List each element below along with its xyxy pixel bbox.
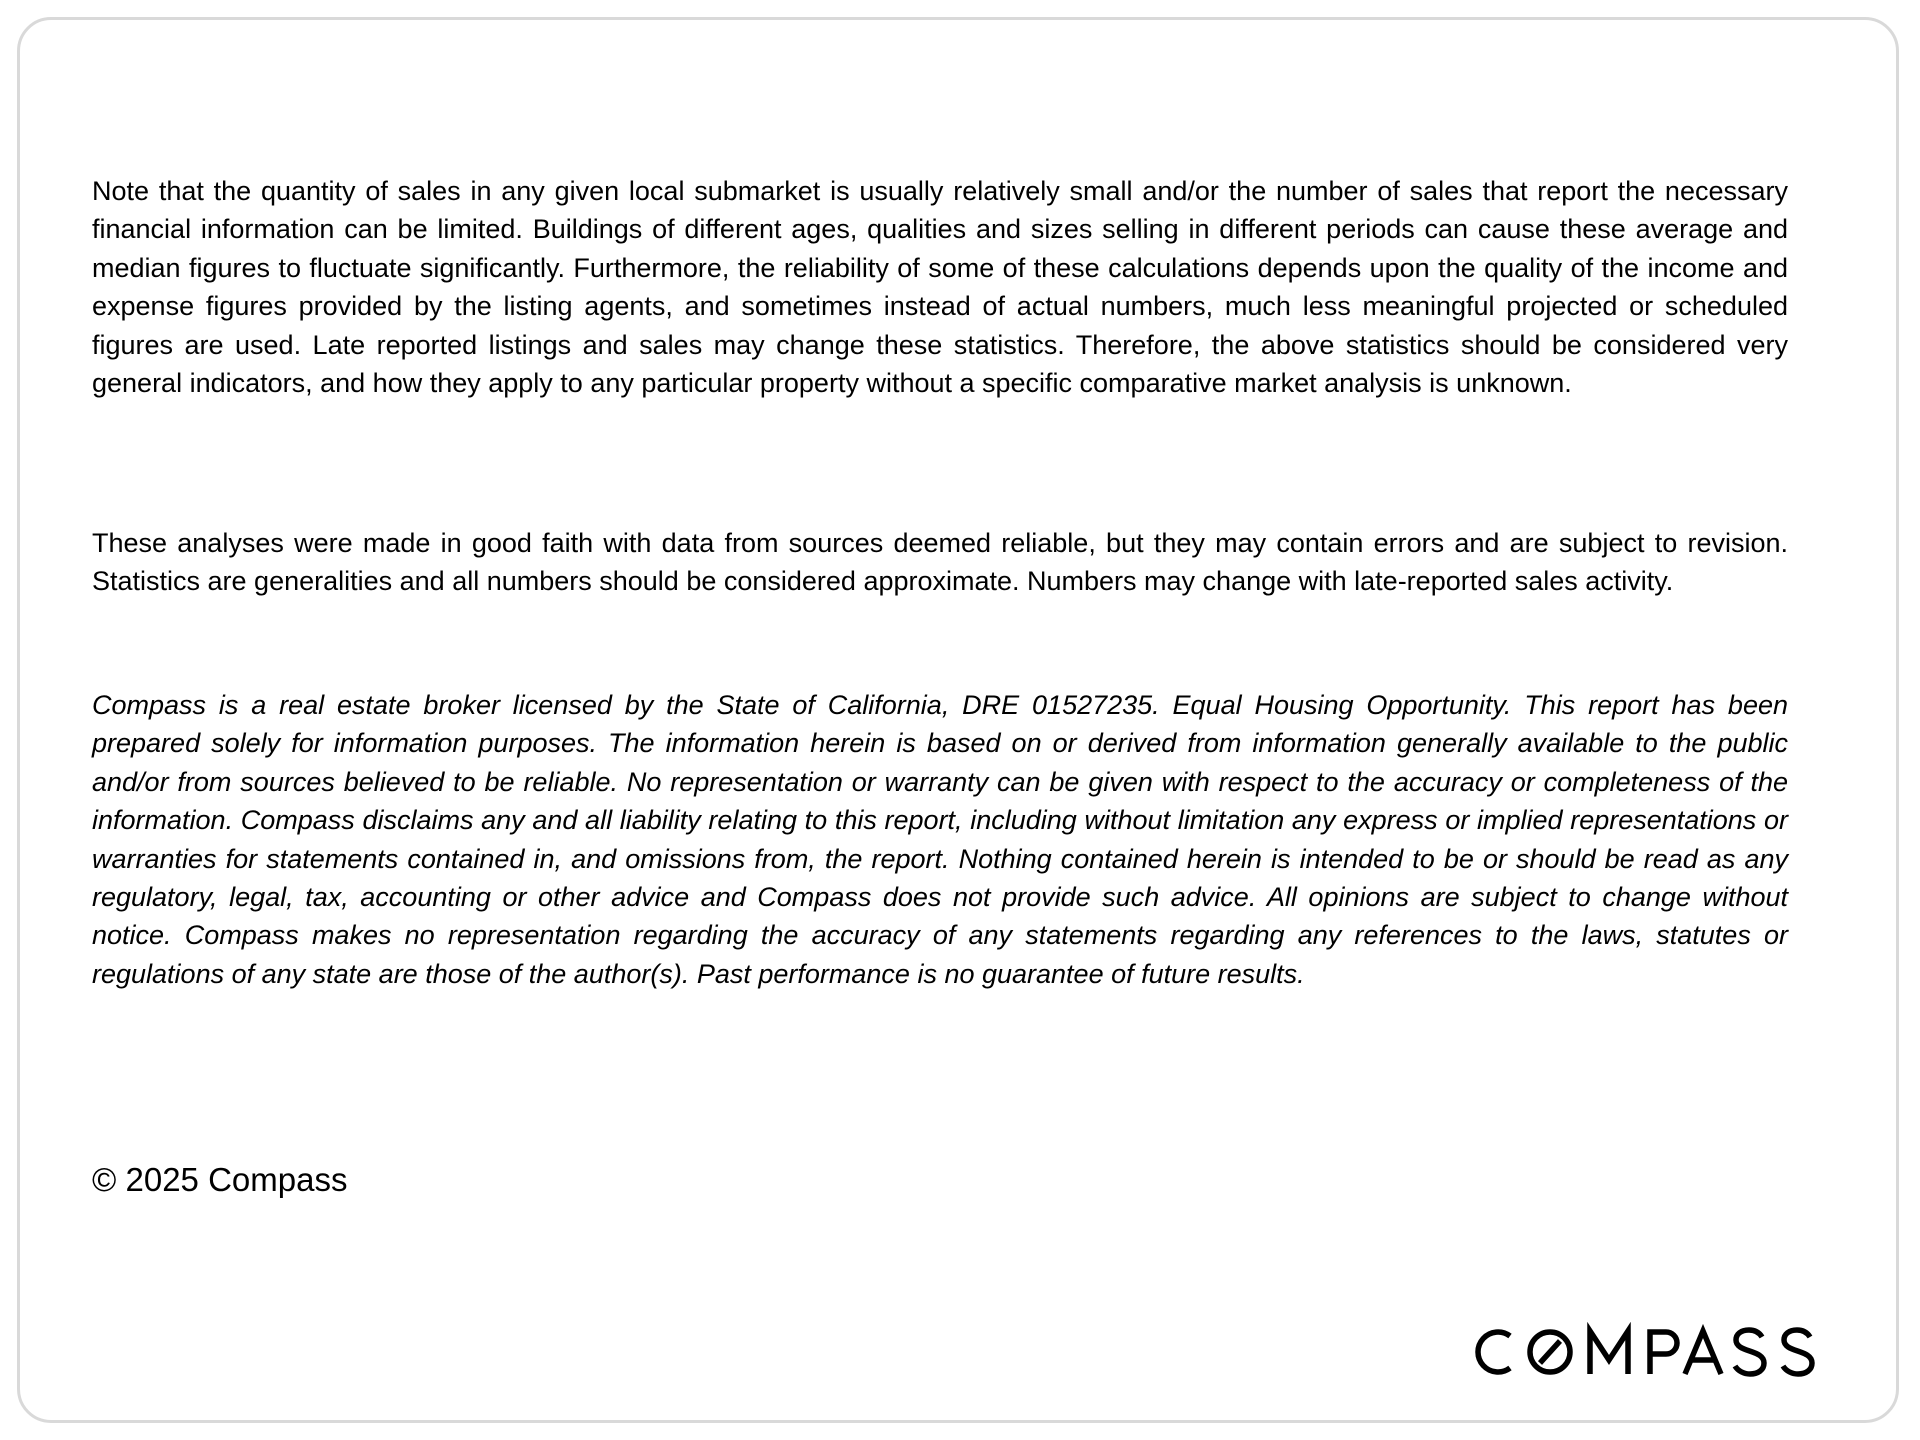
copyright-notice: © 2025 Compass <box>92 1161 348 1198</box>
compass-logo <box>1470 1322 1820 1382</box>
legal-disclaimer-paragraph: Compass is a real estate broker licensed by the State of California, DRE 01527235. Equal Housing Opportunity. This report has been prepared solely for information purposes. The information herein is based on or derived from information generally available to the public and/or from sources believed to be reliable. No representation or warranty can be given with respect to the accuracy or completeness of the information. Compass disclaims any and all liability relating to this report, including without limitation any express or implied representations or warranties for statements contained in, and omissions from, the report. Nothing contained herein is intended to be or should be read as any regulatory, legal, tax, accounting or other advice and Compass does not provide such advice. All opinions are subject to change without notice. Compass makes no representation regarding the accuracy of any statements regarding any references to the laws, statutes or regulations of any state are those of the author(s). Past performance is no guarantee of future results. <box>92 690 1788 989</box>
note-paragraph: Note that the quantity of sales in any given local submarket is usually relatively small and/or the number of sales that report the necessary financial information can be limited. Buildings of different ages, qualities and sizes selling in different periods can cause these average and median figures to fluctuate significantly. Furthermore, the reliability of some of these calculations depends upon the quality of the income and expense figures provided by the listing agents, and sometimes instead of actual numbers, much less meaningful projected or scheduled figures are used. Late reported listings and sales may change these statistics. Therefore, the above statistics should be considered very general indicators, and how they apply to any particular property without a specific comparative market analysis is unknown. <box>92 176 1788 399</box>
analysis-paragraph: These analyses were made in good faith with data from sources deemed reliable, but they may contain errors and are subject to revision. Statistics are generalities and all numbers should be considered approximate. Numbers may change with late-reported sales activity. <box>92 528 1788 597</box>
